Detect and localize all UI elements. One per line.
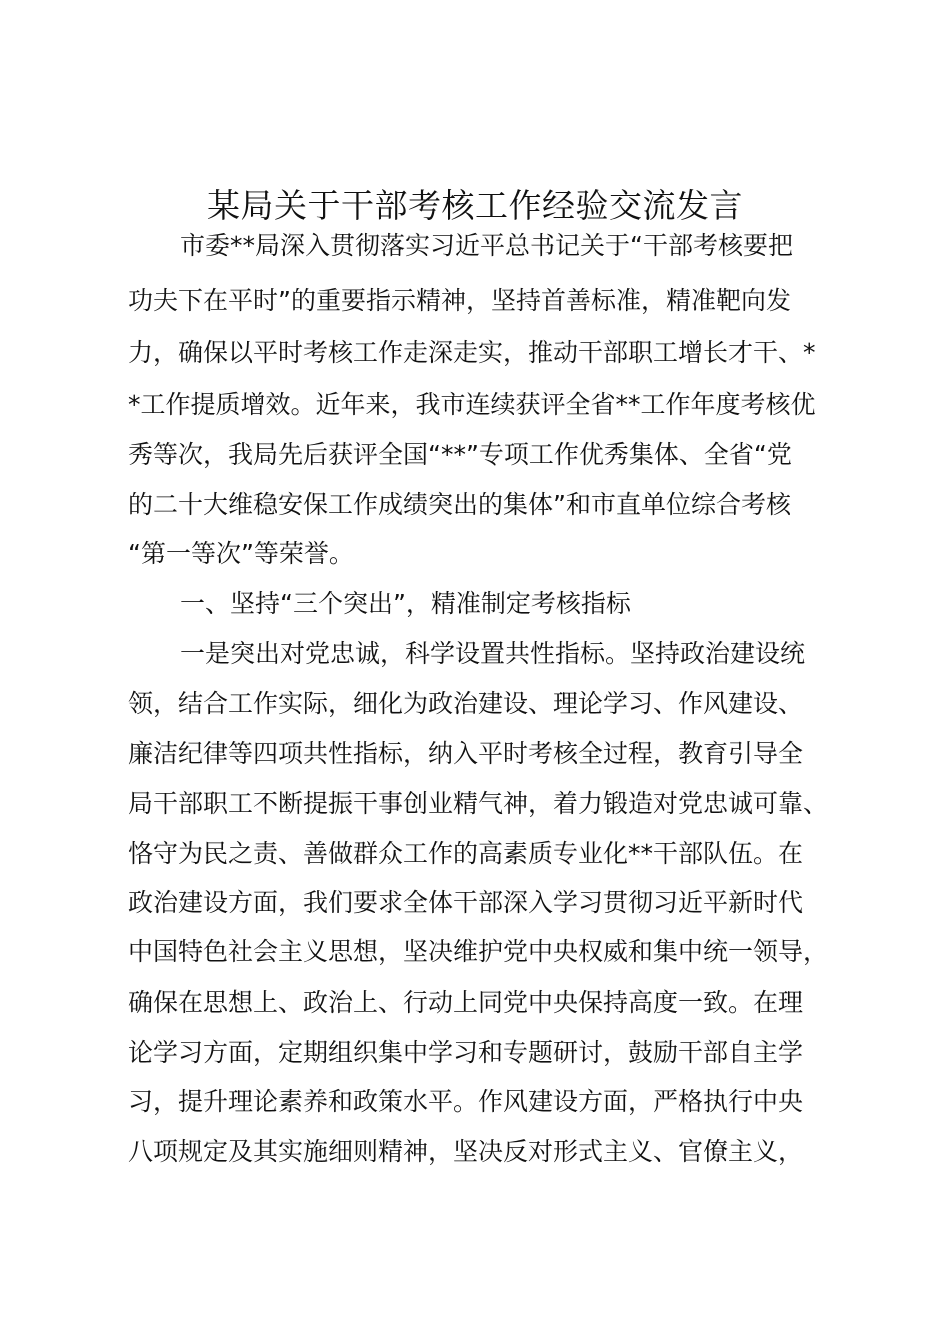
paragraph-line: 恪守为民之责、善做群众工作的高素质专业化**干部队伍。在	[128, 839, 804, 868]
paragraph-line: 领，结合工作实际，细化为政治建设、理论学习、作风建设、	[128, 689, 804, 718]
paragraph-line: 力，确保以平时考核工作走深走实，推动干部职工增长才干、*	[128, 338, 816, 367]
document-title: 某局关于干部考核工作经验交流发言	[207, 186, 743, 225]
paragraph-line: 一是突出对党忠诚，科学设置共性指标。坚持政治建设统	[180, 639, 806, 668]
section-heading: 一、坚持“三个突出”，精准制定考核指标	[180, 589, 631, 618]
paragraph-line: 局干部职工不断提振干事创业精气神，着力锻造对党忠诚可靠、	[128, 789, 829, 818]
paragraph-line: *工作提质增效。近年来，我市连续获评全省**工作年度考核优	[128, 390, 816, 419]
paragraph-line: 习，提升理论素养和政策水平。作风建设方面，严格执行中央	[128, 1087, 804, 1116]
paragraph-line: 的二十大维稳安保工作成绩突出的集体”和市直单位综合考核	[128, 490, 791, 519]
paragraph-line: 政治建设方面，我们要求全体干部深入学习贯彻习近平新时代	[128, 888, 804, 917]
paragraph-line: “第一等次”等荣誉。	[128, 539, 354, 568]
paragraph-line: 确保在思想上、政治上、行动上同党中央保持高度一致。在理	[128, 988, 804, 1017]
paragraph-line: 廉洁纪律等四项共性指标，纳入平时考核全过程，教育引导全	[128, 739, 804, 768]
paragraph-line: 中国特色社会主义思想，坚决维护党中央权威和集中统一领导，	[128, 937, 829, 966]
paragraph-line: 秀等次，我局先后获评全国“**”专项工作优秀集体、全省“党	[128, 440, 792, 469]
paragraph-line: 八项规定及其实施细则精神，坚决反对形式主义、官僚主义，	[128, 1137, 804, 1166]
paragraph-line: 市委**局深入贯彻落实习近平总书记关于“干部考核要把	[180, 231, 793, 260]
paragraph-line: 功夫下在平时”的重要指示精神，坚持首善标准，精准靶向发	[128, 286, 791, 315]
paragraph-line: 论学习方面，定期组织集中学习和专题研讨，鼓励干部自主学	[128, 1038, 804, 1067]
